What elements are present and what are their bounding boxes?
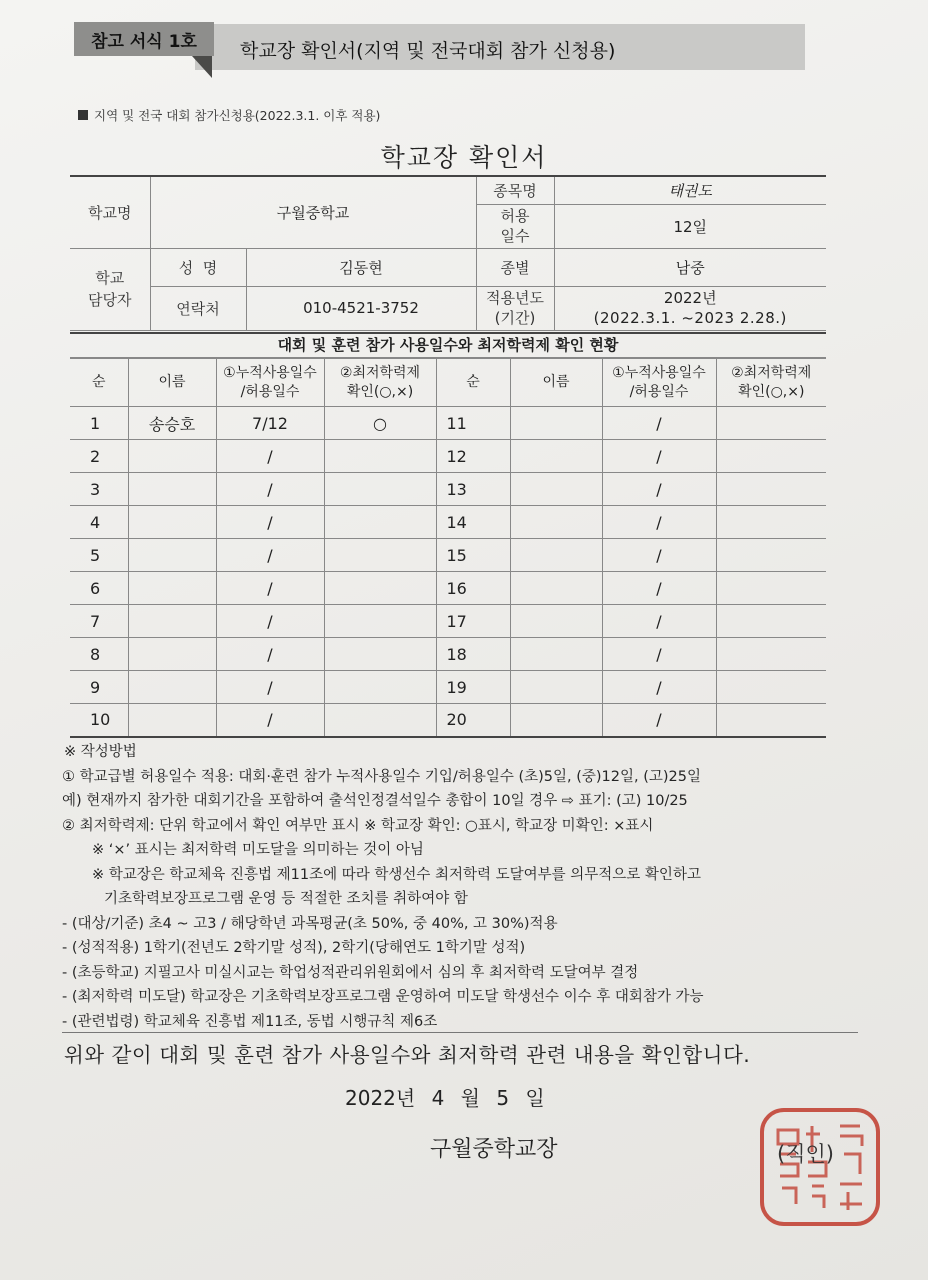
seal-label: (직인): [777, 1142, 834, 1166]
info-table: [70, 175, 826, 331]
name-cell: [128, 539, 216, 572]
seq-cell: 17: [436, 605, 510, 638]
seq-cell: 3: [70, 473, 128, 506]
instruction-4a: ※ 학교장은 학교체육 진흥법 제11조에 따라 학생선수 최저학력 도달여부를 의무적으로 확인하고: [92, 866, 701, 883]
col-check-left: ②최저학력제 확인(○,×): [324, 359, 436, 407]
col-name-left: 이름: [128, 359, 216, 407]
name-cell: [128, 506, 216, 539]
name-cell: [128, 704, 216, 737]
usage-cell: /: [602, 704, 716, 737]
name-cell: [510, 638, 602, 671]
usage-cell: /: [216, 638, 324, 671]
table-row: [70, 473, 826, 506]
seq-cell: 16: [436, 572, 510, 605]
usage-cell: /: [602, 440, 716, 473]
col-seq-left: 순: [70, 359, 128, 407]
usage-cell: /: [216, 506, 324, 539]
check-cell: [716, 638, 826, 671]
detail-1: - (대상/기준) 초4 ~ 고3 / 해당학년 과목평균(초 50%, 중 40%, 고 30%)적용: [62, 915, 558, 932]
usage-cell: /: [602, 638, 716, 671]
document-title: 학교장 확인서: [380, 143, 548, 172]
usage-cell: /: [602, 407, 716, 440]
name-cell: [128, 473, 216, 506]
detail-2: - (성적적용) 1학기(전년도 2학기말 성적), 2학기(당해연도 1학기말 성적): [62, 940, 526, 956]
check-cell: [324, 605, 436, 638]
seq-cell: 13: [436, 473, 510, 506]
principal-signature: 구월중학교장: [430, 1137, 558, 1162]
seq-cell: 19: [436, 671, 510, 704]
year-label: 적용년도 (기간): [476, 286, 554, 330]
usage-cell: /: [216, 473, 324, 506]
seq-cell: 5: [70, 539, 128, 572]
usage-cell: /: [216, 539, 324, 572]
instructions: [62, 740, 852, 1034]
check-cell: [716, 506, 826, 539]
form-number-tag: 참고 서식 1호: [74, 22, 214, 56]
instruction-1a: ① 학교급별 허용일수 적용: 대회·훈련 참가 누적사용일수 기입/허용일수 (초)5일, (중)12일, (고)25일: [62, 768, 701, 785]
table-row: [70, 638, 826, 671]
usage-cell: /: [216, 704, 324, 737]
issue-date: 2022년 4 월 5 일: [345, 1086, 545, 1110]
usage-note: [78, 106, 380, 124]
name-cell: [510, 506, 602, 539]
check-cell: [716, 539, 826, 572]
instruction-4b: 기초학력보장프로그램 운영 등 적절한 조치를 취하여야 함: [104, 891, 468, 907]
confirmation-statement: 위와 같이 대회 및 훈련 참가 사용일수와 최저학력 관련 내용을 확인합니다.: [64, 1043, 751, 1067]
check-cell: [716, 407, 826, 440]
seq-cell: 14: [436, 506, 510, 539]
usage-cell: /: [216, 605, 324, 638]
period-value: (2022.3.1. ~2023 2.28.): [593, 309, 787, 327]
check-cell: [716, 572, 826, 605]
records-body: [70, 407, 826, 737]
divider: [62, 1032, 858, 1033]
usage-cell: /: [602, 506, 716, 539]
seq-cell: 11: [436, 407, 510, 440]
check-cell: [324, 671, 436, 704]
col-name-right: 이름: [510, 359, 602, 407]
check-cell: [324, 506, 436, 539]
seq-cell: 8: [70, 638, 128, 671]
usage-cell: /: [602, 473, 716, 506]
year-value: 2022년: [663, 289, 717, 307]
check-cell: [716, 605, 826, 638]
detail-3: - (초등학교) 지필고사 미실시교는 학업성적관리위원회에서 심의 후 최저학력 도달여부 결정: [62, 964, 639, 981]
col-usage-right: ①누적사용일수 /허용일수: [602, 359, 716, 407]
instruction-3: ※ ‘×’ 표시는 최저학력 미도달을 의미하는 것이 아님: [92, 842, 424, 858]
records-table: [70, 358, 826, 738]
table-row: [70, 704, 826, 737]
name-cell: [128, 440, 216, 473]
col-check-right: ②최저학력제 확인(○,×): [716, 359, 826, 407]
check-cell: [324, 704, 436, 737]
category-label: 종별: [476, 248, 554, 286]
table-row: [70, 440, 826, 473]
allowed-days-label: 허용 일수: [476, 204, 554, 248]
check-cell: [324, 473, 436, 506]
seq-cell: 18: [436, 638, 510, 671]
table-row: [70, 605, 826, 638]
check-cell: [716, 440, 826, 473]
check-cell: [324, 440, 436, 473]
allowed-days-value: 12일: [554, 204, 826, 248]
usage-cell: /: [216, 671, 324, 704]
name-value: 김동현: [246, 248, 476, 286]
usage-cell: /: [602, 539, 716, 572]
square-bullet-icon: [78, 110, 88, 120]
check-cell: [716, 704, 826, 737]
seq-cell: 4: [70, 506, 128, 539]
seq-cell: 10: [70, 704, 128, 737]
contact-value: 010-4521-3752: [246, 286, 476, 330]
seq-cell: 1: [70, 407, 128, 440]
check-cell: [324, 572, 436, 605]
table-row: [70, 506, 826, 539]
name-cell: [128, 605, 216, 638]
usage-cell: /: [216, 440, 324, 473]
instructions-heading: ※ 작성방법: [64, 744, 137, 760]
usage-cell: /: [602, 572, 716, 605]
usage-cell: /: [216, 572, 324, 605]
check-cell: [324, 539, 436, 572]
check-cell: ○: [324, 407, 436, 440]
usage-cell: /: [602, 605, 716, 638]
name-cell: [510, 473, 602, 506]
detail-5: - (관련법령) 학교체육 진흥법 제11조, 동법 시행규칙 제6조: [62, 1013, 438, 1030]
check-cell: [716, 473, 826, 506]
school-name-value: 구월중학교: [150, 176, 476, 248]
school-name-label: 학교명: [70, 176, 150, 248]
manager-label: 학교 담당자: [70, 248, 150, 330]
sport-label: 종목명: [476, 176, 554, 204]
name-cell: [510, 539, 602, 572]
name-cell: 송승호: [128, 407, 216, 440]
form-title: 학교장 확인서(지역 및 전국대회 참가 신청용): [240, 40, 616, 62]
sport-value: 태권도: [554, 176, 826, 204]
col-usage-left: ①누적사용일수 /허용일수: [216, 359, 324, 407]
usage-note-text: 지역 및 전국 대회 참가신청용(2022.3.1. 이후 적용): [94, 108, 381, 123]
year-cell: [554, 286, 826, 330]
seq-cell: 6: [70, 572, 128, 605]
name-cell: [128, 638, 216, 671]
name-cell: [510, 407, 602, 440]
contact-label: 연락처: [150, 286, 246, 330]
seq-cell: 15: [436, 539, 510, 572]
usage-cell: 7/12: [216, 407, 324, 440]
instruction-1b: 예) 현재까지 참가한 대회기간을 포함하여 출석인정결석일수 총합이 10일 경우 ⇨ 표기: (고) 10/25: [62, 793, 688, 809]
name-cell: [510, 572, 602, 605]
category-value: 남중: [554, 248, 826, 286]
seq-cell: 20: [436, 704, 510, 737]
seq-cell: 9: [70, 671, 128, 704]
check-cell: [324, 638, 436, 671]
name-cell: [128, 671, 216, 704]
table-row: [70, 407, 826, 440]
col-seq-right: 순: [436, 359, 510, 407]
seq-cell: 2: [70, 440, 128, 473]
name-cell: [128, 572, 216, 605]
table-row: [70, 671, 826, 704]
name-cell: [510, 671, 602, 704]
seq-cell: 7: [70, 605, 128, 638]
detail-4: - (최저학력 미도달) 학교장은 기초학력보장프로그램 운영하여 미도달 학생선수 이수 후 대회참가 가능: [62, 989, 704, 1005]
seq-cell: 12: [436, 440, 510, 473]
instruction-2: ② 최저학력제: 단위 학교에서 확인 여부만 표시 ※ 학교장 확인: ○표시, 학교장 미확인: ×표시: [62, 817, 654, 834]
table-row: [70, 572, 826, 605]
table-row: [70, 539, 826, 572]
tag-corner-triangle: [192, 56, 212, 78]
name-cell: [510, 605, 602, 638]
section-title: 대회 및 훈련 참가 사용일수와 최저학력제 확인 현황: [70, 332, 826, 358]
name-cell: [510, 704, 602, 737]
usage-cell: /: [602, 671, 716, 704]
check-cell: [716, 671, 826, 704]
name-label: 성 명: [150, 248, 246, 286]
name-cell: [510, 440, 602, 473]
